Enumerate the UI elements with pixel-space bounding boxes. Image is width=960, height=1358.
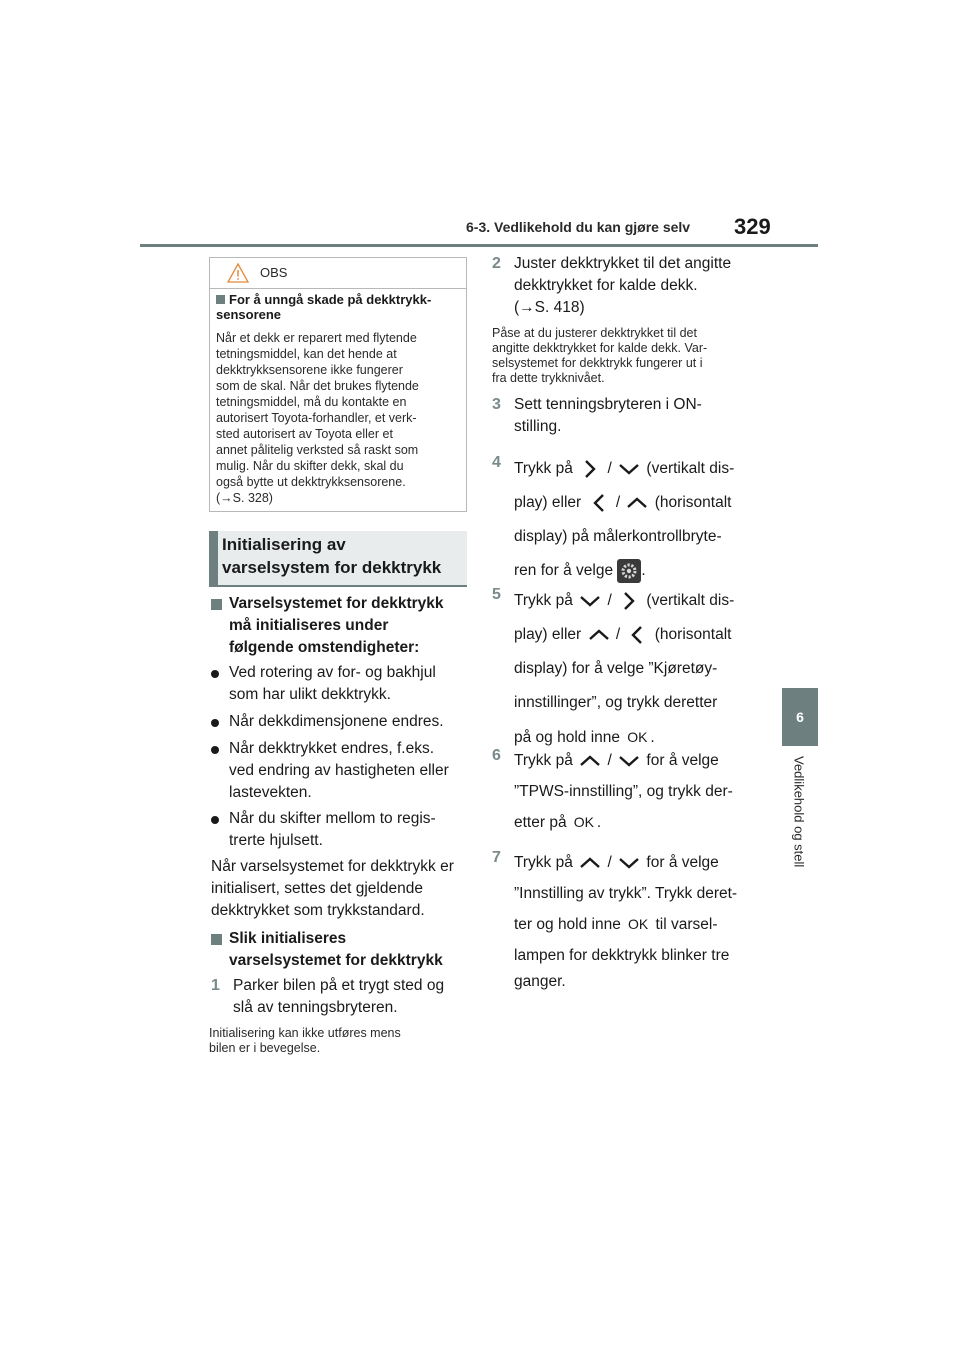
chapter-side-label-text: Vedlikehold og stell	[791, 756, 807, 868]
header-rule	[140, 244, 818, 247]
bullet-dot-icon	[211, 719, 219, 727]
step-6: 6 Trykk på / for å velge ”TPWS-innstilling”, og trykk der- etter på OK .	[492, 745, 762, 838]
caution-line: annet pålitelig verksted så raskt som	[216, 443, 419, 457]
chapter-tab-number: 6	[796, 709, 804, 725]
chevron-up-icon	[624, 492, 650, 514]
caution-header	[210, 258, 466, 289]
chevron-down-icon	[616, 750, 642, 772]
chevron-up-icon	[586, 624, 612, 646]
caution-body	[216, 330, 462, 506]
caution-subtitle: For å unngå skade på dekktrykk-sensorene	[216, 292, 432, 322]
step-5: 5 Trykk på / (vertikalt dis- play) eller / (horisontalt display) for å velge ”Kjøretøy- innstillinger”, og trykk deretter på og hold inne OK .	[492, 584, 762, 755]
square-bullet-icon	[211, 934, 222, 945]
list-item: Når du skifter mellom to regis- trerte hjulsett.	[211, 808, 471, 852]
caution-line: (→S. 328)	[216, 491, 273, 505]
caution-line: som de skal. Når det brukes flytende	[216, 379, 419, 393]
caution-line: dekktrykksensorene ikke fungerer	[216, 363, 403, 377]
caution-line: sted autorisert av Toyota eller et	[216, 427, 393, 441]
step-number: 2	[492, 255, 501, 272]
chevron-down-icon	[616, 458, 642, 480]
caution-line: tetningsmiddel, må du kontakte en	[216, 395, 407, 409]
subheading-when-to-initialize: Varselsystemet for dekktrykk må initialiseres under følgende omstendigheter:	[211, 593, 471, 659]
ok-button-icon: OK	[628, 916, 649, 932]
caution-line: tetningsmiddel, kan det hende at	[216, 347, 397, 361]
list-item: Når dekkdimensjonene endres.	[211, 711, 471, 733]
ok-button-icon: OK	[573, 814, 594, 830]
chapter-side-label	[777, 756, 821, 906]
gear-icon	[617, 559, 641, 583]
chevron-down-icon	[577, 590, 603, 612]
chapter-tab	[782, 688, 818, 746]
page-number: 329	[734, 214, 771, 239]
bullet-dot-icon	[211, 670, 219, 678]
chevron-right-icon	[616, 590, 642, 612]
paragraph: Når varselsystemet for dekktrykk er initialisert, settes det gjeldende dekktrykket som trykkstandard.	[211, 858, 454, 919]
warning-triangle-icon	[226, 262, 250, 284]
caution-line: også bytte ut dekktrykksensorene.	[216, 475, 406, 489]
step-number: 3	[492, 396, 501, 413]
step-number: 5	[492, 586, 501, 603]
list-item: Ved rotering av for- og bakhjul som har ulikt dekktrykk.	[211, 662, 471, 706]
step-3: 3 Sett tenningsbryteren i ON- stilling.	[492, 396, 702, 435]
bullet-dot-icon	[211, 816, 219, 824]
step-number: 1	[211, 977, 220, 994]
step-number: 4	[492, 454, 501, 471]
chevron-down-icon	[616, 852, 642, 874]
caution-line: autorisert Toyota-forhandler, et verk-	[216, 411, 417, 425]
step-note: Initialisering kan ikke utføres mens bilen er i bevegelse.	[209, 1026, 401, 1055]
chevron-left-icon	[624, 624, 650, 646]
step-2: 2 Juster dekktrykket til det angitte dekktrykket for kalde dekk. (→S. 418)	[492, 255, 732, 316]
chevron-left-icon	[586, 492, 612, 514]
caution-line: Når et dekk er reparert med flytende	[216, 331, 417, 345]
chevron-up-icon	[577, 750, 603, 772]
running-header-section: 6-3. Vedlikehold du kan gjøre selv	[466, 219, 691, 235]
step-number: 7	[492, 849, 501, 866]
step-4: 4 Trykk på / (vertikalt dis- play) eller / (horisontalt display) på målerkontrollbryte- ren for å velge .	[492, 452, 762, 588]
step-1: 1 Parker bilen på et trygt sted og slå av tenningsbryteren.	[211, 977, 445, 1016]
step-note: Påse at du justerer dekktrykket til det angitte dekktrykket for kalde dekk. Var- selsystemet for dekktrykk fungerer ut i fra dette trykknivået.	[492, 326, 708, 385]
section-heading-bar	[209, 531, 218, 585]
step-number: 6	[492, 747, 501, 764]
ok-button-icon: OK	[627, 729, 648, 745]
step-7: 7 Trykk på / for å velge ”Innstilling av trykk”. Trykk deret- ter og hold inne OK til varsel- lampen for dekktrykk blinker tre ganger.	[492, 849, 738, 990]
list-item: Når dekktrykket endres, f.eks. ved endring av hastigheten eller lastevekten.	[211, 738, 471, 804]
square-bullet-icon	[216, 295, 225, 304]
caution-box	[209, 257, 467, 512]
section-heading	[209, 531, 467, 587]
chevron-up-icon	[577, 852, 603, 874]
bullet-dot-icon	[211, 746, 219, 754]
square-bullet-icon	[211, 599, 222, 610]
subheading-how-to-initialize: Slik initialiseres varselsystemet for dekktrykk	[211, 928, 471, 972]
caution-line: mulig. Når du skifter dekk, skal du	[216, 459, 404, 473]
chevron-right-icon	[577, 458, 603, 480]
caution-title: OBS	[260, 265, 288, 280]
section-heading-text: Initialisering av varselsystem for dekktrykk	[222, 535, 442, 577]
